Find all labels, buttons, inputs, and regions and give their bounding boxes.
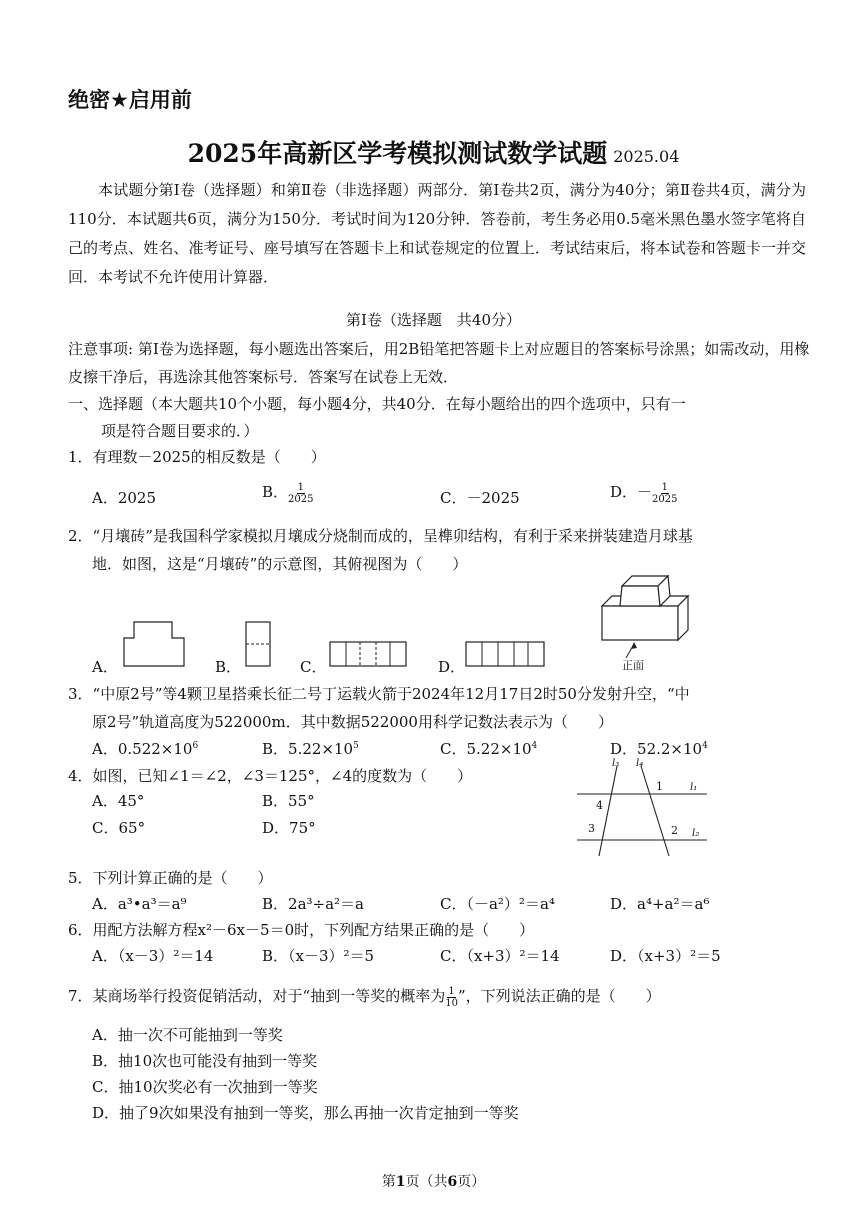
q1-stem: 1．有理数－2025的相反数是（ ） <box>68 448 326 466</box>
footer-pre: 第 <box>381 1174 396 1190</box>
q2-shape-a <box>120 620 190 668</box>
q4-angle-2: 2 <box>671 824 678 837</box>
part1-heading: 第Ⅰ卷（选择题 共40分） <box>345 311 521 329</box>
q2-option-c: C． <box>300 658 327 676</box>
q4-angle-3: 3 <box>588 822 595 835</box>
q6-option-d: D．（x+3）²＝5 <box>610 947 721 965</box>
q2-shape-b <box>244 620 274 668</box>
q1-b-fraction <box>288 482 313 505</box>
q7-stem-post: ”，下列说法正确的是（ ） <box>457 987 661 1005</box>
section1-heading <box>68 391 810 445</box>
q3-a-exp: 6 <box>192 741 199 751</box>
q3-d-base: D．52.2×10 <box>610 740 703 758</box>
q1-option-b <box>262 481 313 505</box>
q4-label-l4: l₄ <box>636 758 644 769</box>
q4-option-c: C．65° <box>92 819 146 837</box>
q1-option-d <box>610 481 677 505</box>
section1-line1: 一、选择题（本大题共10个小题，每小题4分，共40分．在每小题给出的四个选项中，只有一 <box>68 395 686 413</box>
q3-option-b <box>262 738 359 759</box>
q1-b-numerator: 1 <box>297 481 304 493</box>
q3-b-exp: 5 <box>353 741 359 751</box>
footer-page-number: 1 <box>395 1174 406 1190</box>
q3-option-d <box>610 738 708 759</box>
q3-option-c <box>440 738 537 759</box>
q2-option-d: D． <box>438 658 466 676</box>
q7-denominator: 10 <box>445 997 458 1009</box>
footer-post: 页） <box>457 1174 486 1190</box>
q7-stem-pre: 7．某商场举行投资促销活动，对于“抽到一等奖的概率为 <box>68 987 446 1005</box>
title-text: 2025年高新区学考模拟测试数学试题 <box>187 139 608 168</box>
q3-d-exp: 4 <box>702 741 708 751</box>
q6-option-b: B．（x－3）²＝5 <box>262 947 375 965</box>
q1-d-fraction <box>652 482 677 505</box>
notice-paragraph: 注意事项: 第Ⅰ卷为选择题，每小题选出答案后，用2B铅笔把答题卡上对应题目的答案标号涂黑；如需改动，用橡皮擦干净后，再选涂其他答案标号．答案写在试卷上无效． <box>68 340 810 386</box>
q7-option-d: D．抽了9次如果没有抽到一等奖，那么再抽一次肯定抽到一等奖 <box>92 1104 519 1122</box>
q5-option-c: C．（－a²）²＝a⁴ <box>440 895 555 913</box>
q1-b-denominator: 2025 <box>288 493 314 505</box>
q4-stem: 4．如图，已知∠1＝∠2，∠3＝125°，∠4的度数为（ ） <box>68 767 473 785</box>
q4-label-l2: l₂ <box>692 828 700 839</box>
q2-option-b: B． <box>215 658 242 676</box>
q1-option-a: A．2025 <box>92 489 157 507</box>
title-date: 2025.04 <box>613 147 680 166</box>
q1-b-prefix: B． <box>262 483 289 501</box>
q3-c-exp: 4 <box>531 741 538 751</box>
q4-label-l1: l₁ <box>690 782 698 793</box>
q7-fraction <box>445 986 458 1009</box>
q2-shape-c <box>328 640 410 668</box>
q4-angle-4: 4 <box>596 799 603 812</box>
q2-line2: 地．如图，这是“月壤砖”的示意图，其俯视图为（ ） <box>92 555 468 573</box>
q4-label-l3: l₃ <box>612 758 620 769</box>
q7-numerator: 1 <box>448 985 455 997</box>
q3-line2: 原2号”轨道高度为522000m．其中数据522000用科学记数法表示为（ ） <box>92 713 613 731</box>
q1-d-numerator: 1 <box>661 481 668 493</box>
q1-option-c: C．－2025 <box>440 489 520 507</box>
q4-option-a: A．45° <box>92 792 145 810</box>
q7-option-c: C．抽10次奖必有一次抽到一等奖 <box>92 1078 318 1096</box>
q3-option-a <box>92 738 198 759</box>
q5-option-d: D．a⁴+a²＝a⁶ <box>610 895 710 913</box>
q3-a-base: A．0.522×10 <box>92 740 193 758</box>
q2-option-a: A． <box>92 658 118 676</box>
q4-option-b: B．55° <box>262 792 315 810</box>
q5-stem: 5．下列计算正确的是（ ） <box>68 869 273 887</box>
q6-option-a: A．（x－3）²＝14 <box>92 947 214 965</box>
q7-stem <box>68 985 661 1009</box>
q2-line1: 2．“月壤砖”是我国科学家模拟月壤成分烧制而成的，呈榫卯结构，有利于采来拼装建造月球基 <box>68 527 693 545</box>
q4-option-d: D．75° <box>262 819 316 837</box>
q6-stem: 6．用配方法解方程x²－6x－5＝0时，下列配方结果正确的是（ ） <box>68 921 535 939</box>
q5-option-a: A．a³•a³＝a⁹ <box>92 895 187 913</box>
q2-shape-d <box>464 640 548 668</box>
section1-line2: 项是符合题目要求的．） <box>101 422 259 440</box>
q3-b-base: B．5.22×10 <box>262 740 354 758</box>
footer-mid: 页（共 <box>405 1174 448 1190</box>
q1-d-denominator: 2025 <box>652 493 678 505</box>
q2-brick-figure <box>598 572 690 672</box>
q2-front-label: 正面 <box>622 659 644 672</box>
q6-option-c: C．（x+3）²＝14 <box>440 947 560 965</box>
q7-option-b: B．抽10次也可能没有抽到一等奖 <box>92 1052 318 1070</box>
page-footer <box>0 1171 867 1191</box>
q3-line1: 3．“中原2号”等4颗卫星搭乘长征二号丁运载火箭于2024年12月17日2时50分发射升空，“中 <box>68 685 690 703</box>
q4-angle-1: 1 <box>656 780 663 793</box>
q3-c-base: C．5.22×10 <box>440 740 532 758</box>
intro-paragraph: 本试题分第Ⅰ卷（选择题）和第Ⅱ卷（非选择题）两部分．第Ⅰ卷共2页，满分为40分；第Ⅱ卷共4页，满分为110分．本试题共6页，满分为150分．考试时间为120分钟．答卷前，考生务必用0.5毫米黑色墨水签字笔将自己的考点、姓名、准考证号、座号填写在答题卡上和试卷规定的位置上．考试结束后，将本试卷和答题卡一并交回．本考试不允许使用计算器． <box>68 181 806 286</box>
q5-option-b: B．2a³÷a²＝a <box>262 895 364 913</box>
page-title <box>0 134 867 170</box>
confidential-mark: 绝密★启用前 <box>68 88 192 112</box>
q1-d-prefix: D．－ <box>610 483 653 501</box>
q7-option-a: A．抽一次不可能抽到一等奖 <box>92 1026 283 1044</box>
footer-total-pages: 6 <box>447 1174 458 1190</box>
